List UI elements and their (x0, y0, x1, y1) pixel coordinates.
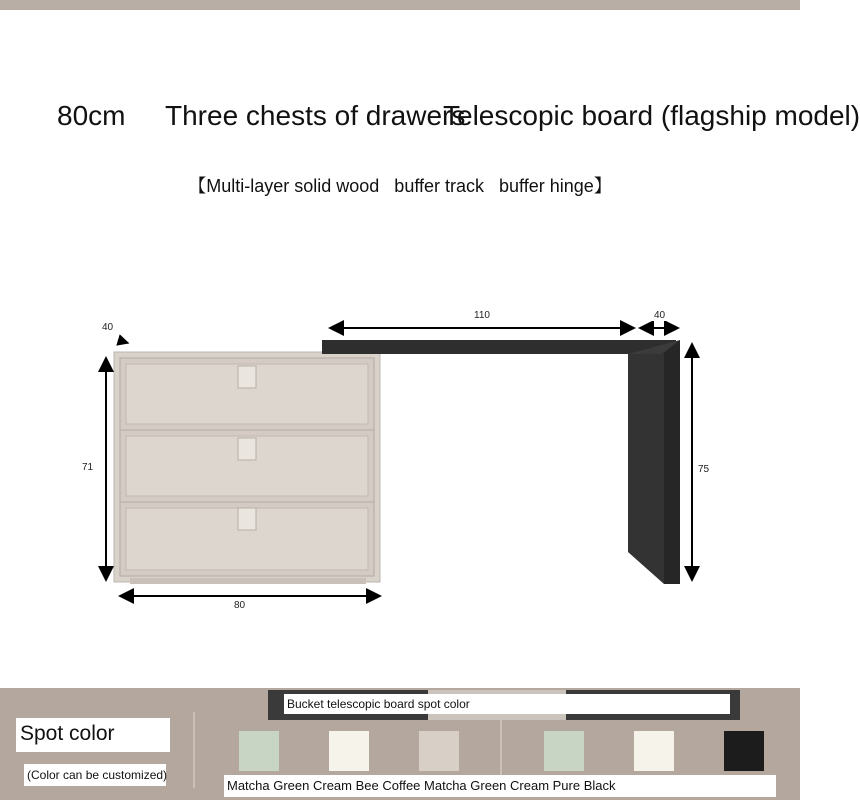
swatch-pure-black[interactable] (724, 731, 764, 771)
swatch-cream[interactable] (329, 731, 369, 771)
color-names: Matcha Green Cream Bee Coffee Matcha Green Cream Pure Black (224, 775, 776, 797)
drawer-bottom (120, 502, 374, 576)
board-label: Telescopic board (flagship model) (443, 100, 860, 131)
drawer-top (120, 358, 374, 430)
drawer-cabinet (114, 352, 380, 584)
customize-note: (Color can be customized) (24, 764, 166, 786)
board-depth-label: 40 (654, 310, 666, 321)
drawer-handle (238, 366, 256, 388)
chests-label: Three chests of drawers (165, 100, 466, 131)
swatch-bee-coffee[interactable] (419, 731, 459, 771)
swatch-cream-2[interactable] (634, 731, 674, 771)
width-label: 80cm (57, 100, 126, 131)
swatch-matcha-green[interactable] (239, 731, 279, 771)
spot-color-title: Spot color (16, 718, 170, 752)
cabinet-width-label: 80 (234, 600, 246, 611)
board-length-label: 110 (474, 310, 490, 321)
drawer-handle (238, 438, 256, 460)
bucket-color-label: Bucket telescopic board spot color (284, 694, 730, 714)
table-height-label: 75 (698, 464, 710, 475)
divider (193, 712, 195, 788)
cabinet-height-label: 71 (82, 462, 94, 473)
cabinet-depth-label: 40 (102, 322, 114, 333)
drawer-middle (120, 430, 374, 502)
features-subtitle: 【Multi-layer solid wood buffer track buffer hinge】 (188, 176, 612, 196)
drawer-handle (238, 508, 256, 530)
swatch-matcha-green-2[interactable] (544, 731, 584, 771)
